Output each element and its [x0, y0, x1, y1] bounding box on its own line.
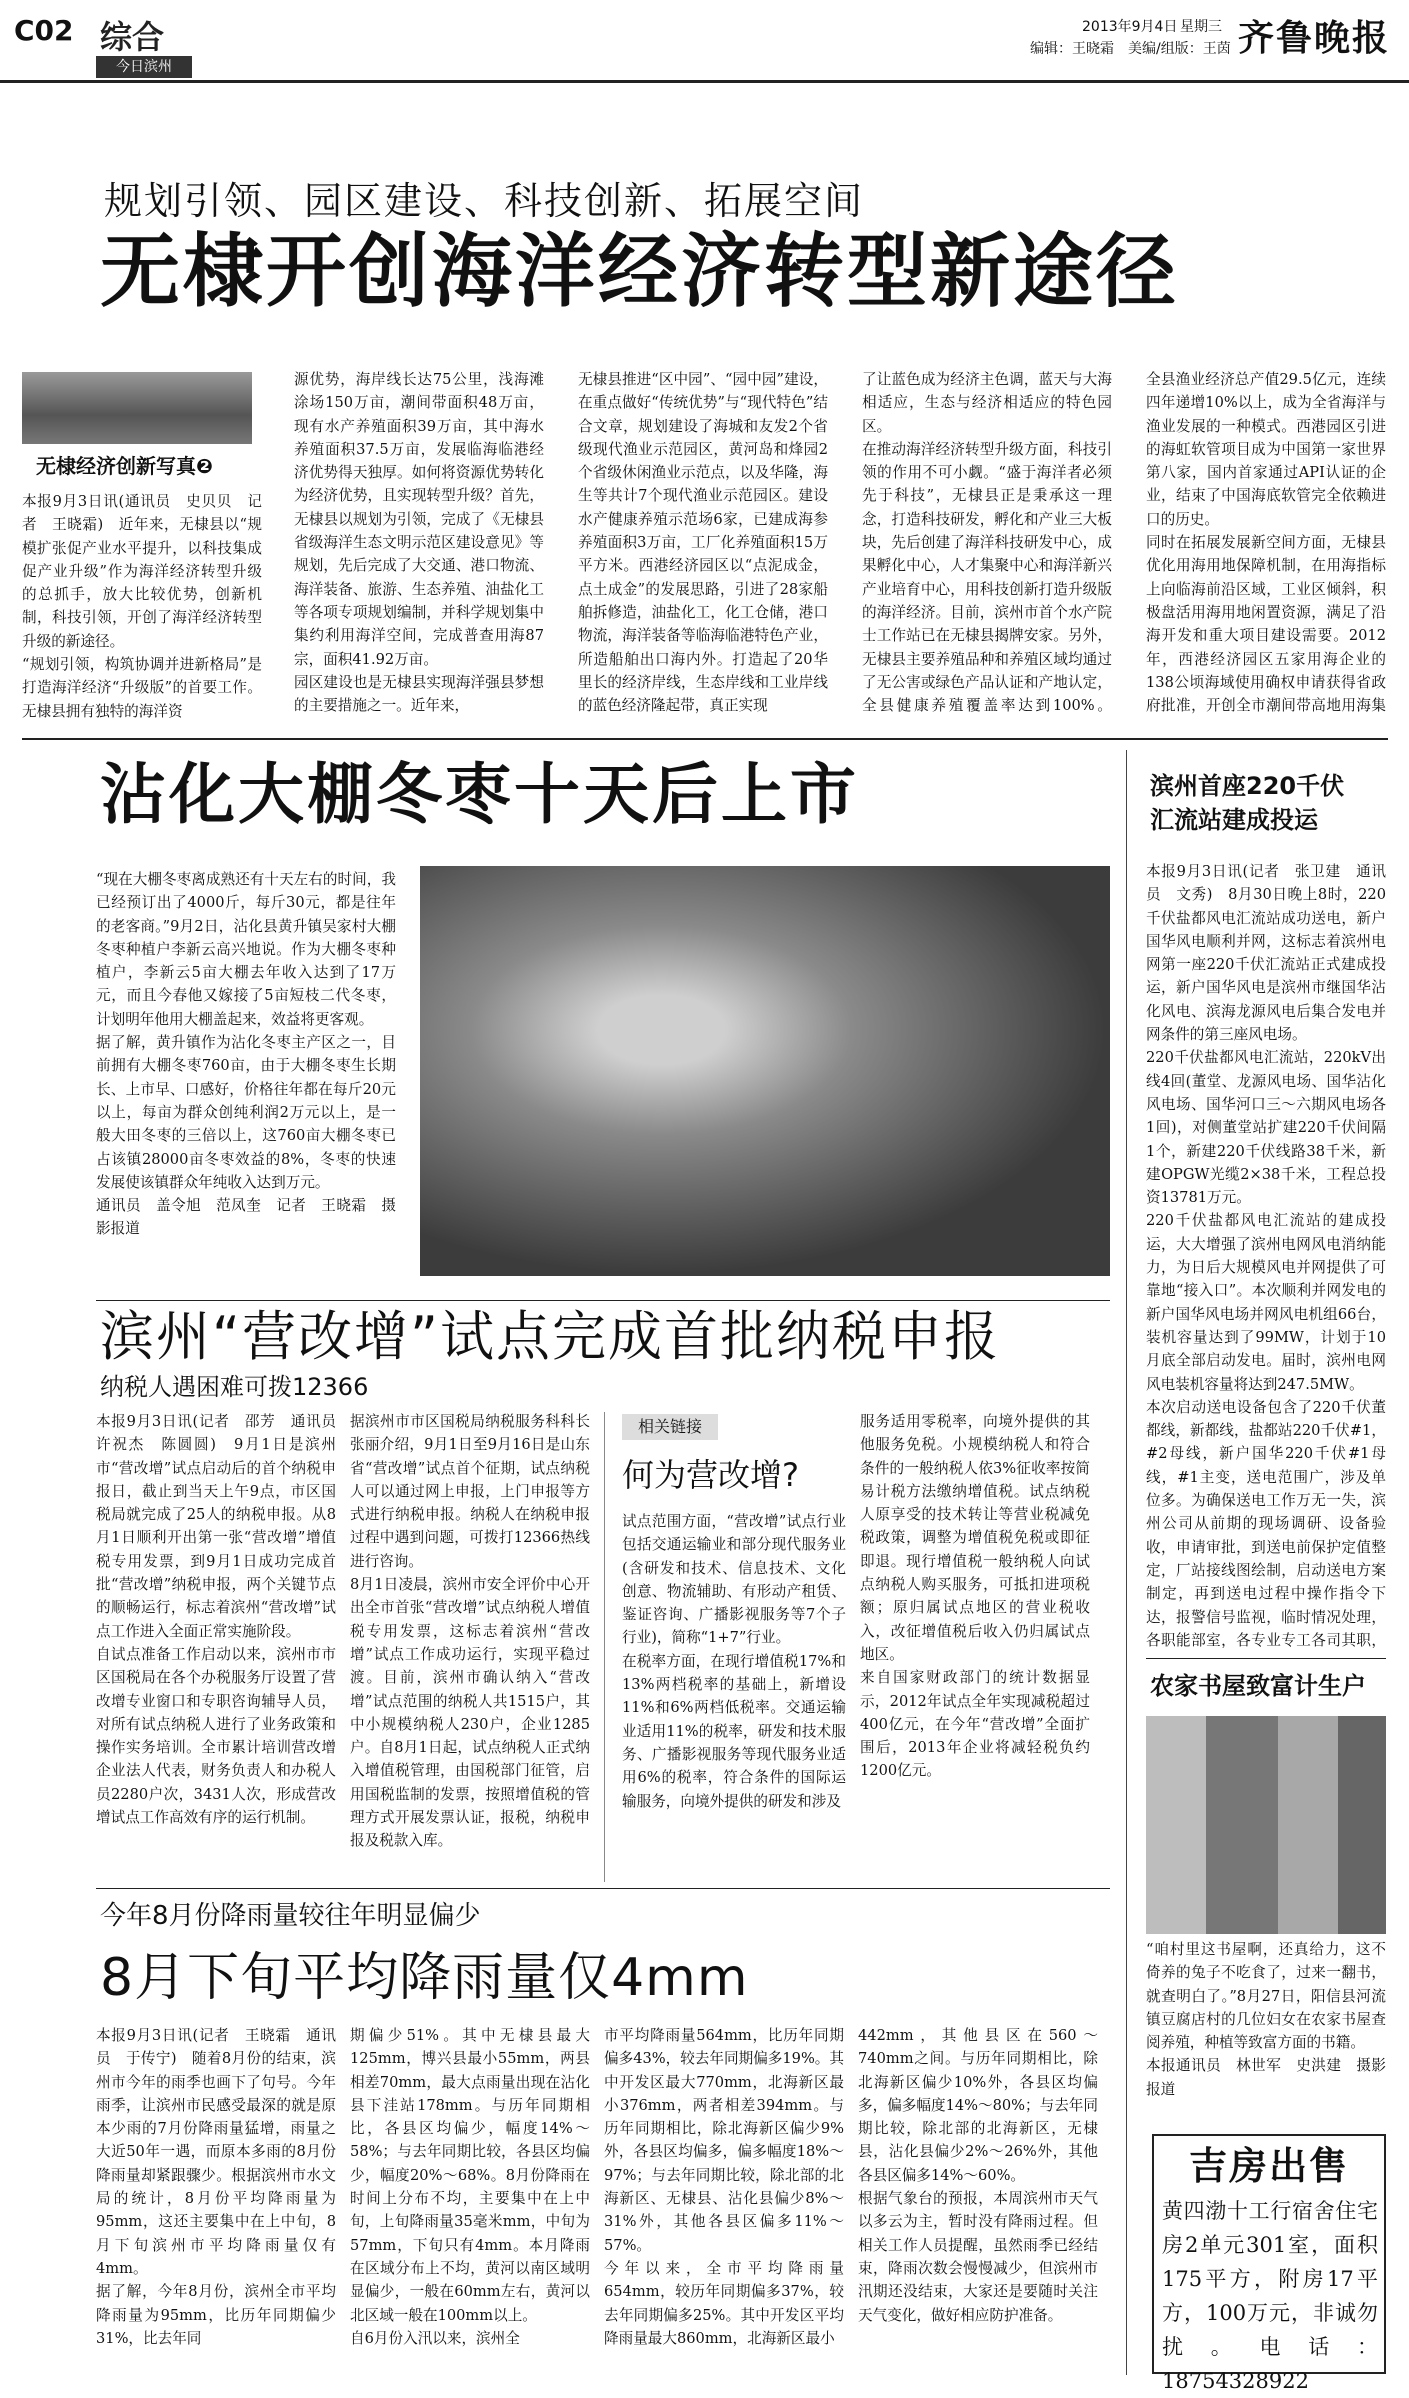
station-title-line2: 汇流站建成投运	[1150, 806, 1318, 834]
tax-col-1: 本报9月3日讯(记者 邵芳 通讯员 许祝杰 陈圆圆) 9月1日是滨州市“营改增”试点启动后的首个纳税申报日，截止到当天上午9点，市区国税局就完成了25人的纳税申报。从8月1日顺利开出第一张“营改增”增值税专用发票，到9月1日成功完成首批“营改增”纳税申报，两个关键节点的顺畅运行，标志着滨州“营改增”试点工作进入全面正常实施阶段。 自试点准备工作启动以来，滨州市市区国税局在各个办税服务厅设置了营改增专业窗口和专职咨询辅导人员，对所有试点纳税人进行了业务政策和操作实务培训。全市累计培训营改增企业法人代表，财务负责人和办税人员2280户次，3431人次，形成营改增试点工作高效有序的运行机制。	[96, 1413, 336, 1827]
lead-col-5: 全县渔业经济总产值29.5亿元，连续四年递增10%以上，成为全省海洋与渔业发展的一种模式。西港园区引进的海虹软管项目成为中国第一家世界第八家，国内首家通过API认证的企业，结束了中国海底软管完全依赖进口的历史。 同时在拓展发展新空间方面，无棣县优化用海用地保障机制，在用海指标上向临海前沿区域，工业区倾斜，积极盘活用海用地闲置资源，满足了沿海开发和重大项目建设需要。2012年，西港经济园区五家用海企业的138公顷海域使用确权申请获得省政府批准，开创全市潮间带高地用海集	[1146, 371, 1386, 715]
dates-photo	[420, 866, 1110, 1276]
editors-credit: 编辑：王晓霜 美编/组版：王茵	[1030, 41, 1231, 57]
ad-text: 黄四渤十工行宿舍住宅房2单元301室，面积175平方，附房17平方，100万元，非诚勿扰。电话：18754328922	[1162, 2199, 1378, 2393]
issue-weekday: 星期三	[1180, 19, 1222, 35]
lead-photo-caption: 无棣经济创新写真❷	[36, 454, 213, 478]
lead-col-1: 本报9月3日讯(通讯员 史贝贝 记者 王晓霜) 近年来，无棣县以“规模扩张促产业水平提升，以科技集成促产业升级”作为海洋经济转型升级的总抓手，放大比较优势，创新机制，科技引领，开创了海洋经济转型升级的新途径。 “规划引领，构筑协调并进新格局”是打造海洋经济“升级版”的首要工作。无棣县拥有独特的海洋资	[22, 493, 262, 720]
subsection-name: 今日滨州	[96, 56, 192, 78]
issue-date: 2013年9月4日	[1082, 19, 1178, 35]
rain-col-1: 本报9月3日讯(记者 王晓霜 通讯员 于传宁) 随着8月份的结束，滨州市今年的雨季也画下了句号。今年雨季，让滨州市民感受最深的就是原本少雨的7月份降雨量猛增，雨量之大近50年一遇，而原本多雨的8月份降雨量却紧跟骤少。根据滨州市水文局的统计，8月份平均降雨量为95mm，这还主要集中在上中旬，8月下旬滨州市平均降雨量仅有4mm。 据了解，今年8月份，滨州全市平均降雨量为95mm，比历年同期偏少31%，比去年同	[96, 2027, 336, 2347]
tax-col-2: 据滨州市市区国税局纳税服务科科长张丽介绍，9月1日至9月16日是山东省“营改增”试点首个征期，试点纳税人可以通过网上申报，上门申报等方式进行纳税申报。纳税人在纳税申报过程中遇到问题，可拨打12366热线进行咨询。 8月1日凌晨，滨州市安全评价中心开出全市首张“营改增”试点纳税人增值税专用发票，这标志着滨州“营改增”试点工作成功运行，实现平稳过渡。目前，滨州市确认纳入“营改增”试点范围的纳税人共1515户，其中小规模纳税人230户，企业1285户。自8月1日起，试点纳税人正式纳入增值税管理，由国税部门征管，启用国税监制的发票，按照增值税的管理方式开展发票认证，报税，纳税申报及税款入库。	[350, 1413, 590, 1850]
dates-text: “现在大棚冬枣离成熟还有十天左右的时间，我已经预订出了4000斤，每斤30元，都是往年的老客商。”9月2日，沾化县黄升镇吴家村大棚冬枣种植户李新云高兴地说。作为大棚冬枣种植户，李新云5亩大棚去年收入达到了17万元，而且今春他又嫁接了5亩短枝二代冬枣，计划明年他用大棚盖起来，效益将更客观。 据了解，黄升镇作为沾化冬枣主产区之一，目前拥有大棚冬枣760亩，由于大棚冬枣生长期长、上市早、口感好，价格往年都在每斤20元以上，每亩为群众创纯利润2万元以上，是一般大田冬枣的三倍以上，这760亩大棚冬枣已占该镇28000亩冬枣效益的8%，冬枣的快速发展使该镇群众年纯收入达到万元。 通讯员 盖令旭 范凤奎 记者 王晓霜 摄影报道	[96, 871, 396, 1238]
station-text: 本报9月3日讯(记者 张卫建 通讯员 文秀) 8月30日晚上8时，220千伏盐都风电汇流站成功送电，新户国华风电顺利并网，这标志着滨州电网第一座220千伏汇流站正式建成投运，新户国华风电是滨州市继国华沾化风电、滨海龙源风电后集合发电并网条件的第三座风电场。 220千伏盐都风电汇流站，220kV出线4回(董堂、龙源风电场、国华沾化风电场、国华河口三～六期风电场各1回)，对侧董堂站扩建220千伏间隔1个，新建220千伏线路38千米，新建OPGW光缆2×38千米，工程总投资13781万元。 220千伏盐都风电汇流站的建成投运，大大增强了滨州电网风电消纳能力，为日后大规模风电并网提供了可靠地“接入口”。本次顺利并网发电的新户国华风电场并网风电机组66台，装机容量达到了99MW，计划于10月底全部启动发电。届时，滨州电网风电装机容量将达到247.5MW。 本次启动送电设备包含了220千伏董都线，新都线，盐都站220千伏#1，#2母线，新户国华220千伏#1母线，#1主变，送电范围广，涉及单位多。为确保送电工作万无一失，滨州公司从前期的现场调研、设备验收，申请审批，到送电前保护定值整定，厂站接线图绘制，启动送电方案制定，再到送电过程中操作指令下达，报警信号监视，临时情况处理，各职能部室，各专业专工各司其职，	[1146, 863, 1386, 1648]
lead-col-2: 源优势，海岸线长达75公里，浅海滩涂场150万亩，潮间带面积48万亩，现有水产养殖面积39万亩，其中海水养殖面积37.5万亩，发展临海临港经济优势得天独厚。如何将资源优势转化为经济优势，且实现转型升级？首先，无棣县以规划为引领，完成了《无棣县省级海洋生态文明示范区建设意见》等规划，先后完成了大交通、港口物流、海洋装备、旅游、生态养殖、油盐化工等各项专项规划编制，并科学规划集中集约利用海洋空间，完成普查用海87宗，面积41.92万亩。 园区建设也是无棣县实现海洋强县梦想的主要措施之一。近年来，	[294, 371, 544, 715]
lead-title: 无棣开创海洋经济转型新途径	[100, 225, 1179, 318]
station-title-line1: 滨州首座220千伏	[1150, 772, 1345, 800]
tax-divider	[604, 1412, 605, 1882]
section-name: 综合	[100, 18, 165, 56]
station-bottom-rule	[1146, 1658, 1386, 1659]
header-rule	[0, 80, 1409, 83]
rain-col-4: 442mm，其他县区在560～740mm之间。与历年同期相比，除北海新区偏少10%外，各县区均偏多，偏多幅度14%～80%；与去年同期比较，除北部的北海新区，无棣县，沾化县偏少2%～26%外，其他各县区偏多14%～60%。 根据气象台的预报，本周滨州市天气以多云为主，暂时没有降雨过程。但相关工作人员提醒，虽然雨季已经结束，降雨次数会慢慢减少，但滨州市汛期还没结束，大家还是要随时关注天气变化，做好相应防护准备。	[858, 2027, 1098, 2324]
tax-bottom-rule	[96, 1888, 1110, 1889]
lead-col-4: 了让蓝色成为经济主色调，蓝天与大海相适应，生态与经济相适应的特色园区。 在推动海洋经济转型升级方面，科技引领的作用不可小觑。“盛于海洋者必须先于科技”，无棣县正是秉承这一理念，打造科技研发，孵化和产业三大板块，先后创建了海洋科技研发中心，成果孵化中心，人才集聚中心和海洋新兴产业培育中心，用科技创新打造升级版的海洋经济。目前，滨州市首个水产院士工作站已在无棣县揭牌安家。另外，无棣县主要养殖品种和养殖区域均通过了无公害或绿色产品认证和产地认定，全县健康养殖覆盖率达到100%。	[862, 371, 1112, 715]
tax-sidebar-title: 何为营改增?	[622, 1456, 799, 1494]
tax-sidebar-col-2: 服务适用零税率，向境外提供的其他服务免税。小规模纳税人和符合条件的一般纳税人依3%征收率按简易计税方法缴纳增值税。试点纳税人原享受的技术转让等营业税减免税政策，调整为增值税免税或即征即退。现行增值税一般纳税人向试点纳税人购买服务，可抵扣进项税额；原归属试点地区的营业税收入，改征增值税后收入仍归属试点地区。 来自国家财政部门的统计数据显示，2012年试点全年实现减税超过400亿元，在今年“营改增”全面扩围后，2013年企业将减轻税负约1200亿元。	[860, 1413, 1090, 1780]
rain-col-2: 期偏少51%。其中无棣县最大125mm，博兴县最小55mm，两县相差70mm，最大点雨量出现在沾化县下洼站178mm。与历年同期相比，各县区均偏少，幅度14%～58%；与去年同期比较，各县区均偏少，幅度20%～68%。8月份降雨在时间上分布不均，主要集中在上中旬，上旬降雨量35毫米mm，中旬为57mm，下旬只有4mm。本月降雨在区域分布上不均，黄河以南区域明显偏少，一般在60mm左右，黄河以北区域一般在100mm以上。 自6月份入汛以来，滨州全	[350, 2027, 590, 2347]
ad-title: 吉房出售	[1188, 2144, 1349, 2188]
rain-kicker: 今年8月份降雨量较往年明显偏少	[100, 1901, 481, 1931]
lead-bottom-rule	[22, 738, 1388, 740]
tax-sidebar-label: 相关链接	[622, 1414, 718, 1440]
lead-col-3: 无棣县推进“区中园”、“园中园”建设，在重点做好“传统优势”与“现代特色”结合文章，规划建设了海城和友发2个省级现代渔业示范园区，黄河岛和烽园2个省级休闲渔业示范点，以及华隆，海生等共计7个现代渔业示范园区。建设水产健康养殖示范场6家，已建成海参养殖面积3万亩，工厂化养殖面积15万平方米。西港经济园区以“点泥成金，点土成金”的发展思路，引进了28家船舶拆修造，油盐化工，化工仓储，港口物流，海洋装备等临海临港特色产业，所造船舶出口海内外。打造起了20华里长的经济岸线，生态岸线和工业岸线的蓝色经济隆起带，真正实现	[578, 371, 828, 715]
library-photo	[1146, 1716, 1386, 1934]
tax-title: 滨州“营改增”试点完成首批纳税申报	[100, 1305, 1000, 1368]
rain-title: 8月下旬平均降雨量仅4mm	[100, 1948, 749, 2008]
masthead-logo: 齐鲁晚报	[1238, 17, 1391, 59]
rain-col-3: 市平均降雨量564mm，比历年同期偏多43%，较去年同期偏多19%。其中开发区最大770mm，北海新区最小376mm，两者相差394mm。与历年同期相比，除北海新区偏少9%外，各县区均偏多，偏多幅度18%～97%；与去年同期比较，除北部的北海新区、无棣县、沾化县偏少8%～31%外，其他各县区偏多11%～57%。 今年以来，全市平均降雨量654mm，较历年同期偏多37%，较去年同期偏多25%。其中开发区平均降雨量最大860mm，北海新区最小	[604, 2027, 844, 2347]
library-title: 农家书屋致富计生户	[1150, 1672, 1366, 1700]
page-header	[0, 0, 1409, 80]
dates-title: 沾化大棚冬枣十天后上市	[100, 756, 859, 833]
library-text: “咱村里这书屋啊，还真给力，这不倚养的兔子不吃食了，过来一翻书，就查明白了。”8月27日，阳信县河流镇豆腐店村的几位妇女在农家书屋查阅养殖，种植等致富方面的书籍。 本报通讯员 林世军 史洪建 摄影报道	[1146, 1941, 1386, 2098]
tax-subtitle: 纳税人遇困难可拨12366	[100, 1373, 369, 1401]
tax-sidebar-col-1: 试点范围方面，“营改增”试点行业包括交通运输业和部分现代服务业(含研发和技术、信息技术、文化创意、物流辅助、有形动产租赁、鉴证咨询、广播影视服务等7个子行业)，简称“1+7”行业。 在税率方面，在现行增值税17%和13%两档税率的基础上，新增设11%和6%两档低税率。交通运输业适用11%的税率，研发和技术服务、广播影视服务等现代服务业适用6%的税率，符合条件的国际运输服务，向境外提供的研发和涉及	[622, 1513, 846, 1810]
page-code: C02	[14, 14, 74, 47]
lead-photo	[22, 372, 252, 444]
lead-kicker: 规划引领、园区建设、科技创新、拓展空间	[104, 179, 865, 223]
ad-box	[1152, 2134, 1386, 2393]
right-column-divider	[1126, 750, 1127, 2375]
